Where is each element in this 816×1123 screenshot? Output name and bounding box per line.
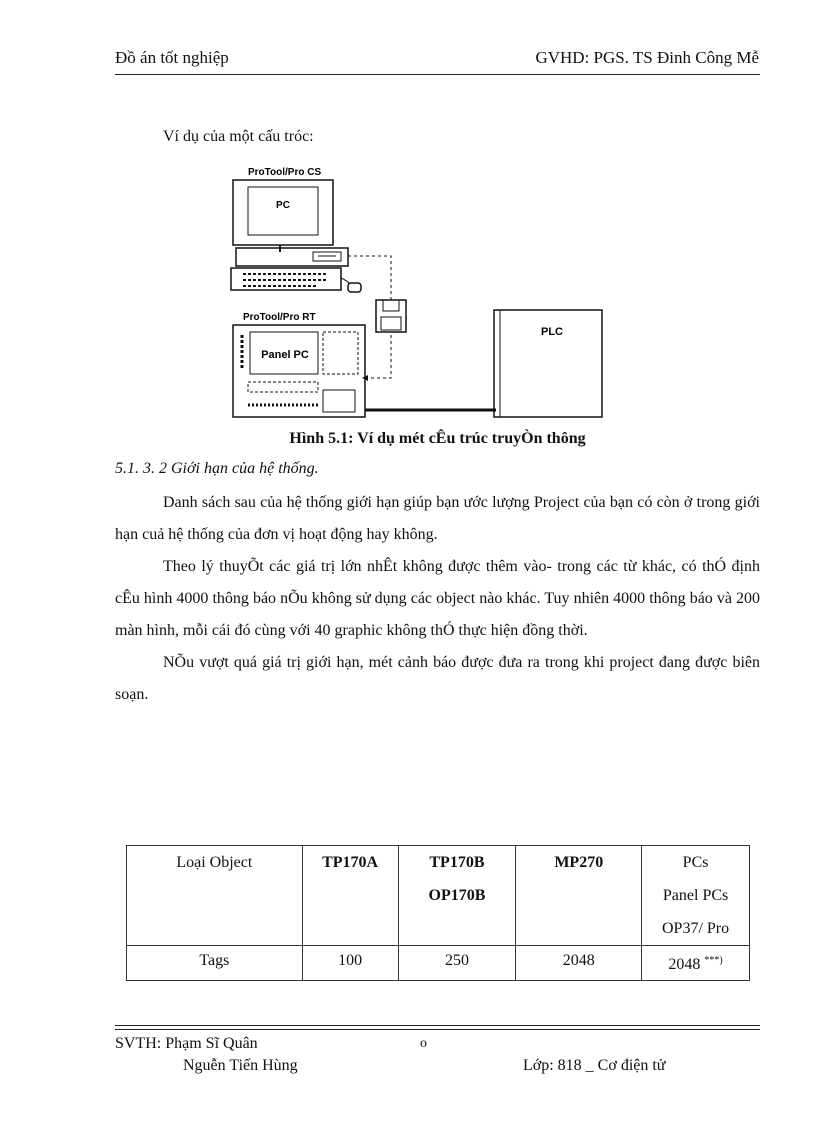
table-header-cell: MP270 bbox=[516, 846, 642, 946]
section-heading: 5.1. 3. 2 Giới hạn của hệ thống. bbox=[115, 460, 319, 477]
footer-class: Lớp: 818 _ Cơ điện tử bbox=[523, 1057, 666, 1074]
table-header-cell: TP170A bbox=[302, 846, 398, 946]
table-header-cell: TP170B OP170B bbox=[398, 846, 516, 946]
footer-page-mark: o bbox=[420, 1036, 427, 1051]
pc-base-unit bbox=[236, 248, 348, 266]
table-cell: Tags bbox=[127, 946, 303, 981]
footer-students-2: Nguễn Tiến Hùng bbox=[183, 1057, 298, 1074]
table-cell: 100 bbox=[302, 946, 398, 981]
label-protool-rt: ProTool/Pro RT bbox=[243, 312, 316, 323]
header-left: Đồ án tốt nghiệp bbox=[115, 48, 229, 67]
table-cell: 250 bbox=[398, 946, 516, 981]
table-cell: 2048 bbox=[516, 946, 642, 981]
body-text bbox=[115, 487, 760, 711]
label-plc: PLC bbox=[541, 326, 563, 338]
table-footnote-mark: ***) bbox=[704, 955, 723, 966]
table-header-row bbox=[127, 846, 750, 946]
structure-figure bbox=[228, 160, 608, 422]
header-right: GVHD: PGS. TS Đinh Công Mễ bbox=[535, 48, 759, 67]
panel-pc-device bbox=[233, 325, 365, 417]
paragraph: Danh sách sau của hệ thống giới hạn giúp bạn ước lượng Project của bạn có còn ở trong giới hạn cuả hệ thống của đơn vị hoạt động hay không. bbox=[115, 494, 760, 543]
table-cell: 2048 ***) bbox=[642, 946, 750, 981]
label-protool-cs: ProTool/Pro CS bbox=[248, 167, 322, 178]
footer-rule-2 bbox=[115, 1029, 760, 1030]
link-floppy-panel bbox=[368, 335, 391, 378]
pc-monitor bbox=[233, 180, 333, 252]
footer-rule-1 bbox=[115, 1025, 760, 1026]
pc-mouse bbox=[341, 278, 361, 292]
floppy-disk-icon bbox=[376, 300, 406, 332]
table-header-cell: PCs Panel PCs OP37/ Pro bbox=[642, 846, 750, 946]
table-header-cell: Loại Object bbox=[127, 846, 303, 946]
paragraph: Theo lý thuyÕt các giá trị lớn nhÊt không được thêm vào- trong các từ khác, có thÓ định cÊu hình 4000 thông báo nÕu không sử dụng các object nào khác. Tuy nhiên 4000 thông báo và 200 màn hình, mỗi cái đó cùng với 40 graphic không thÓ thực hiện đồng thời. bbox=[115, 558, 760, 639]
link-pc-floppy bbox=[348, 256, 391, 300]
label-panel-pc: Panel PC bbox=[261, 349, 309, 361]
intro-text: Ví dụ của một cấu tróc: bbox=[163, 128, 314, 145]
footer-students-1: SVTH: Phạm Sĩ Quân bbox=[115, 1035, 258, 1052]
label-pc: PC bbox=[276, 200, 290, 211]
pc-keyboard bbox=[231, 268, 341, 290]
table-row bbox=[127, 946, 750, 981]
figure-caption: Hình 5.1: Ví dụ mét cÊu trúc truyÒn thông bbox=[289, 430, 586, 447]
header-rule bbox=[115, 74, 760, 75]
paragraph: NÕu vượt quá giá trị giới hạn, mét cảnh báo được đưa ra trong khi project đang được biên soạn. bbox=[115, 654, 760, 703]
limits-table bbox=[126, 845, 750, 981]
